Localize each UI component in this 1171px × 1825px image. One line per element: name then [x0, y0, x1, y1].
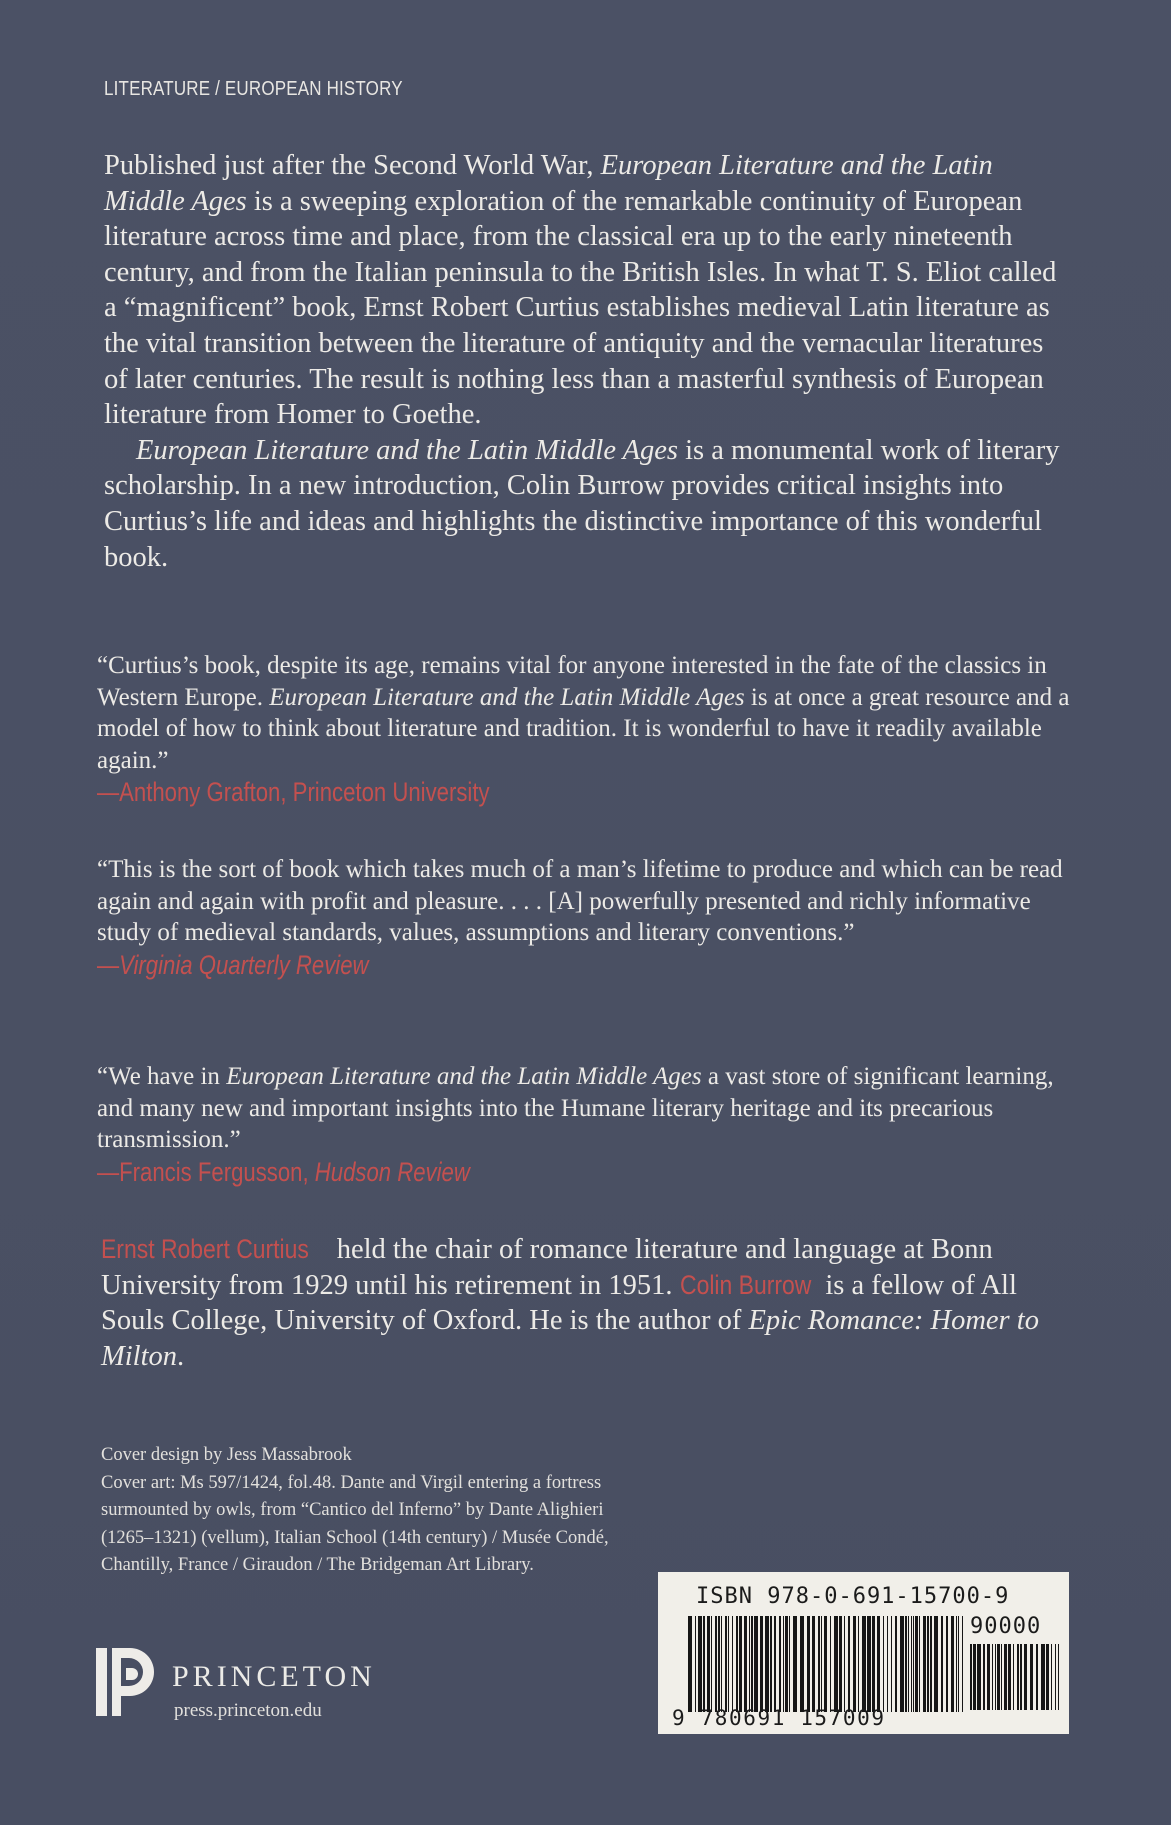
barcode-bar: [946, 1616, 948, 1712]
barcode-bar: [867, 1616, 871, 1712]
review-quote-3: [97, 1061, 1072, 1188]
barcode-bar: [736, 1616, 738, 1712]
barcode-bar: [789, 1616, 790, 1712]
text-segment: —Francis Fergusson,: [97, 1156, 315, 1187]
isbn-barcode: [658, 1572, 1069, 1734]
barcode-bar: [800, 1616, 804, 1712]
barcode-bar: [977, 1644, 981, 1710]
quote-attribution: [97, 777, 897, 809]
barcode-bar: [818, 1616, 820, 1712]
review-quote-2: [97, 854, 1072, 981]
barcode-bar: [1024, 1644, 1027, 1710]
publisher-url: press.princeton.edu: [174, 1700, 322, 1721]
review-quote-1: [97, 650, 1072, 809]
barcode-bar: [923, 1616, 926, 1712]
text-segment: Published just after the Second World War,: [104, 150, 601, 181]
barcode-bar: [821, 1616, 822, 1712]
barcode-bar: [770, 1616, 772, 1712]
barcode-bar: [848, 1616, 850, 1712]
text-segment: European Literature and the Latin Middle Ages: [104, 150, 993, 217]
barcode-bar: [1013, 1644, 1014, 1710]
ean-digits: 9 780691 157009: [672, 1706, 886, 1730]
text-segment: European Literature and the Latin Middle Ages: [226, 1063, 702, 1090]
barcode-bar: [783, 1616, 784, 1712]
barcode-bar: [793, 1616, 797, 1712]
barcode-bar: [992, 1644, 993, 1710]
barcode-bar: [905, 1616, 907, 1712]
barcode-bar: [751, 1616, 753, 1712]
barcode-bar: [956, 1616, 957, 1712]
barcode-bar: [1058, 1644, 1059, 1710]
ean-barcode-bars: [688, 1616, 964, 1712]
quote-text: [97, 650, 1072, 776]
book-description: [104, 148, 1064, 575]
barcode-bar: [934, 1616, 938, 1712]
cover-art-credit: Cover art: Ms 597/1424, fol.48. Dante and Virgil entering a fortress surmounted by owls, from “Cantico del Inferno” by Dante Alighieri (1265–1321) (vellum), Italian School (14th century) / Musée Condé, Chantilly, France / Giraudon / The Bridgeman Art Library.: [101, 1472, 609, 1575]
barcode-bar: [919, 1616, 920, 1712]
quote-attribution: [97, 950, 897, 982]
barcode-bar: [970, 1644, 972, 1710]
barcode-bar: [951, 1616, 954, 1712]
barcode-bar: [883, 1616, 884, 1712]
category-label: LITERATURE / EUROPEAN HISTORY: [104, 78, 403, 100]
barcode-bar: [739, 1616, 742, 1712]
barcode-bar: [987, 1644, 990, 1710]
text-segment: European Literature and the Latin Middle Ages: [269, 683, 745, 711]
barcode-bar: [983, 1644, 985, 1710]
barcode-bar: [887, 1616, 888, 1712]
barcode-bar: [839, 1616, 842, 1712]
quote-text: [97, 1061, 1072, 1156]
barcode-bar: [1004, 1644, 1007, 1710]
quote-attribution: [97, 1157, 897, 1189]
barcode-bar: [1041, 1644, 1045, 1710]
barcode-bar: [812, 1616, 815, 1712]
barcode-bar: [744, 1616, 747, 1712]
price-barcode-bars: [970, 1644, 1060, 1710]
description-paragraph-1: [104, 148, 1064, 433]
princeton-press-logo-icon: [96, 1648, 156, 1716]
text-segment: a vast store of significant learning, and many new and important insights into the Humane literary heritage and its precarious transmission.”: [97, 1063, 1054, 1153]
text-segment: “We have in: [97, 1063, 227, 1090]
barcode-bar: [1020, 1644, 1022, 1710]
barcode-bar: [779, 1616, 781, 1712]
barcode-bar: [732, 1616, 733, 1712]
barcode-bar: [715, 1616, 717, 1712]
barcode-bar: [703, 1616, 705, 1712]
barcode-bar: [824, 1616, 827, 1712]
price-code: 90000: [970, 1614, 1042, 1639]
text-segment: Hudson Review: [314, 1156, 470, 1187]
barcode-bar: [915, 1616, 918, 1712]
barcode-bar: [877, 1616, 880, 1712]
text-segment: is at once a great resource and a model of how to think about literature and tradition. It is wonderful to have it readily available again.”: [97, 683, 1070, 774]
barcode-bar: [830, 1616, 831, 1712]
barcode-bar: [688, 1616, 692, 1712]
barcode-bar: [930, 1616, 932, 1712]
barcode-bar: [1008, 1644, 1011, 1710]
barcode-bar: [900, 1616, 904, 1712]
text-segment: European Literature and the Latin Middle Ages: [136, 434, 678, 466]
barcode-bar: [973, 1644, 976, 1710]
barcode-bar: [858, 1616, 859, 1712]
bio-end: .: [177, 1340, 185, 1372]
barcode-bar: [698, 1616, 702, 1712]
cover-design-credit: Cover design by Jess Massabrook: [101, 1445, 352, 1465]
barcode-bar: [725, 1616, 727, 1712]
text-segment: is a monumental work of literary scholarship. In a new introduction, Colin Burrow provides critical insights into Curtius’s life and ideas and highlights the distinctive importance of this wonderful book.: [104, 434, 1060, 573]
barcode-bar: [911, 1616, 912, 1712]
barcode-bar: [1055, 1644, 1056, 1710]
barcode-bar: [997, 1644, 1000, 1710]
author-name-curtius: Ernst Robert Curtius: [101, 1234, 309, 1264]
publisher-name: PRINCETON: [172, 1660, 376, 1693]
barcode-bar: [807, 1616, 810, 1712]
barcode-bar: [908, 1616, 909, 1712]
barcode-bar: [718, 1616, 720, 1712]
barcode-bar: [1051, 1644, 1052, 1710]
text-segment: is a sweeping exploration of the remarkable continuity of European literature across time and place, from the classical era up to the early nineteenth century, and from the Italian peninsula to the British Isles. In what T. S. Eliot called a “magnificent” book, Ernst Robert Curtius establishes medieval Latin literature as the vital transition between the literature of antiquity and the vernacular literatures of later centuries. The result is nothing less than a masterful synthesis of European literature from Homer to Goethe.: [104, 185, 1057, 431]
bio-text-1: held the chair of romance literature and language at Bonn University from 1929 until his retirement in 1951.: [101, 1234, 993, 1301]
barcode-bar: [721, 1616, 722, 1712]
bio-text-2: is a fellow of All Souls College, University of Oxford. He is the author of: [101, 1269, 1017, 1337]
barcode-bar: [913, 1616, 914, 1712]
barcode-bar: [1001, 1644, 1002, 1710]
description-paragraph-2: [104, 433, 1064, 575]
barcode-bar: [1030, 1644, 1033, 1710]
barcode-bar: [785, 1616, 788, 1712]
barcode-bar: [774, 1616, 776, 1712]
barcode-bar: [728, 1616, 729, 1712]
barcode-bar: [765, 1616, 769, 1712]
text-segment: —: [97, 949, 120, 980]
barcode-bar: [760, 1616, 763, 1712]
barcode-bar: [834, 1616, 838, 1712]
barcode-bar: [872, 1616, 875, 1712]
text-segment: “This is the sort of book which takes much of a man’s lifetime to produce and which can be read again and again with profit and pleasure. . . . [A] powerfully presented and richly informative study of medieval standards, values, assumptions and literary conventions.”: [97, 856, 1063, 946]
text-segment: —Anthony Grafton, Princeton University: [97, 777, 490, 807]
text-segment: Virginia Quarterly Review: [119, 949, 369, 980]
barcode-bar: [844, 1616, 845, 1712]
barcode-bar: [1046, 1644, 1049, 1710]
bio-book-title: Epic Romance: Homer to Milton: [101, 1305, 1039, 1372]
barcode-bar: [711, 1616, 712, 1712]
isbn-number: ISBN 978-0-691-15700-9: [696, 1584, 1010, 1609]
barcode-bar: [754, 1616, 758, 1712]
barcode-bar: [941, 1616, 943, 1712]
barcode-bar: [1036, 1644, 1038, 1710]
quote-text: [97, 854, 1072, 949]
barcode-bar: [1017, 1644, 1019, 1710]
barcode-bar: [695, 1616, 696, 1712]
barcode-bar: [749, 1616, 750, 1712]
barcode-bar: [958, 1616, 959, 1712]
barcode-bar: [962, 1616, 963, 1712]
barcode-bar: [862, 1616, 866, 1712]
author-bio: [101, 1232, 1076, 1374]
barcode-bar: [707, 1616, 710, 1712]
barcode-bar: [995, 1644, 996, 1710]
barcode-bar: [853, 1616, 856, 1712]
text-segment: “Curtius’s book, despite its age, remains vital for anyone interested in the fate of the classics in Western Europe.: [97, 652, 1047, 711]
barcode-bar: [891, 1616, 892, 1712]
barcode-bar: [895, 1616, 897, 1712]
author-name-burrow: Colin Burrow: [679, 1269, 812, 1300]
barcode-bar: [927, 1616, 929, 1712]
cover-credits: [101, 1442, 641, 1580]
